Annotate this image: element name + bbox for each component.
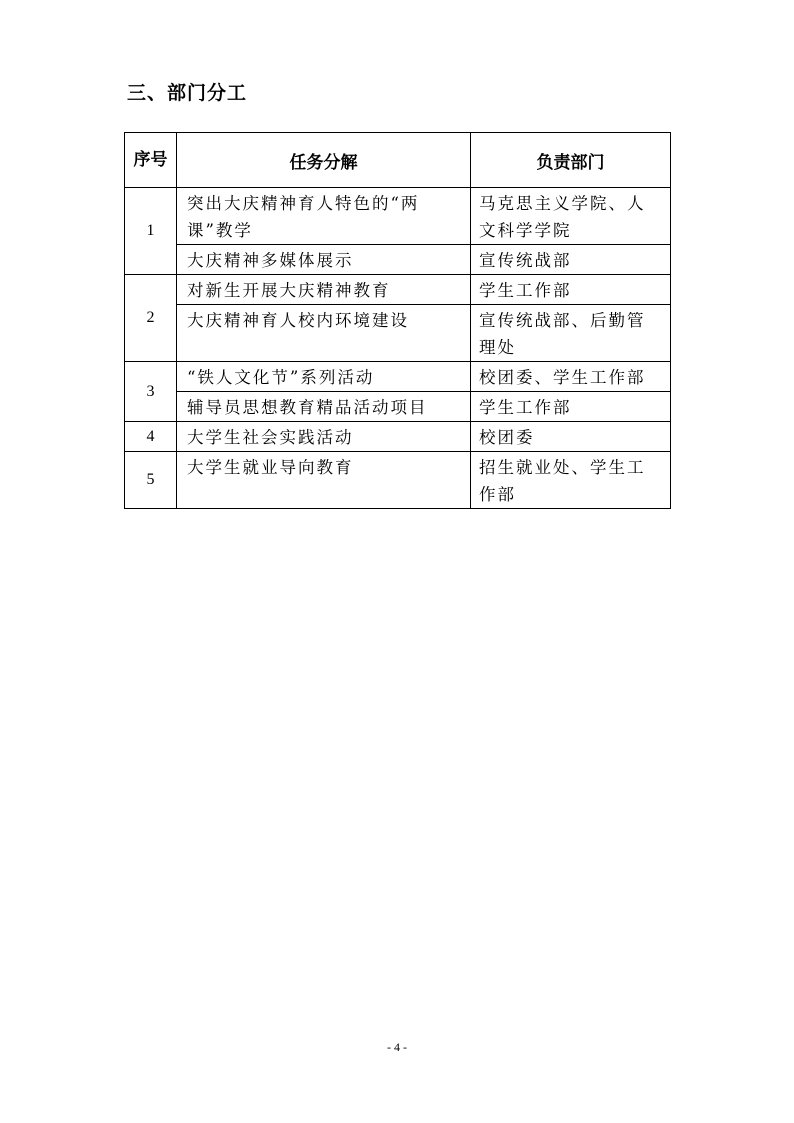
seq-cell: 5 bbox=[125, 452, 177, 509]
table-row bbox=[125, 275, 671, 305]
table-row bbox=[125, 422, 671, 452]
table-row bbox=[125, 392, 671, 422]
page-number: - 4 - bbox=[387, 1040, 407, 1054]
dept-cell: 学生工作部 bbox=[471, 392, 671, 422]
seq-cell: 4 bbox=[125, 422, 177, 452]
dept-cell: 校团委 bbox=[471, 422, 671, 452]
dept-cell: 宣传统战部、后勤管理处 bbox=[471, 305, 671, 362]
table-row bbox=[125, 452, 671, 509]
task-cell: 大庆精神多媒体展示 bbox=[177, 245, 471, 275]
table-row bbox=[125, 188, 671, 245]
header-task: 任务分解 bbox=[177, 133, 471, 188]
task-cell: “铁人文化节”系列活动 bbox=[177, 362, 471, 392]
dept-cell: 学生工作部 bbox=[471, 275, 671, 305]
header-dept: 负责部门 bbox=[471, 133, 671, 188]
task-cell: 大学生就业导向教育 bbox=[177, 452, 471, 509]
table-row bbox=[125, 245, 671, 275]
dept-cell: 马克思主义学院、人文科学学院 bbox=[471, 188, 671, 245]
table-row bbox=[125, 362, 671, 392]
task-cell: 突出大庆精神育人特色的“两课”教学 bbox=[177, 188, 471, 245]
seq-cell: 1 bbox=[125, 188, 177, 275]
dept-cell: 宣传统战部 bbox=[471, 245, 671, 275]
task-cell: 大学生社会实践活动 bbox=[177, 422, 471, 452]
task-division-table bbox=[124, 132, 671, 509]
task-cell: 大庆精神育人校内环境建设 bbox=[177, 305, 471, 362]
dept-cell: 校团委、学生工作部 bbox=[471, 362, 671, 392]
task-cell: 对新生开展大庆精神教育 bbox=[177, 275, 471, 305]
dept-cell: 招生就业处、学生工作部 bbox=[471, 452, 671, 509]
seq-cell: 3 bbox=[125, 362, 177, 422]
seq-cell: 2 bbox=[125, 275, 177, 362]
table-header-row bbox=[125, 133, 671, 188]
task-cell: 辅导员思想教育精品活动项目 bbox=[177, 392, 471, 422]
table-row bbox=[125, 305, 671, 362]
section-title: 三、部门分工 bbox=[127, 82, 248, 104]
header-seq: 序号 bbox=[125, 133, 177, 188]
